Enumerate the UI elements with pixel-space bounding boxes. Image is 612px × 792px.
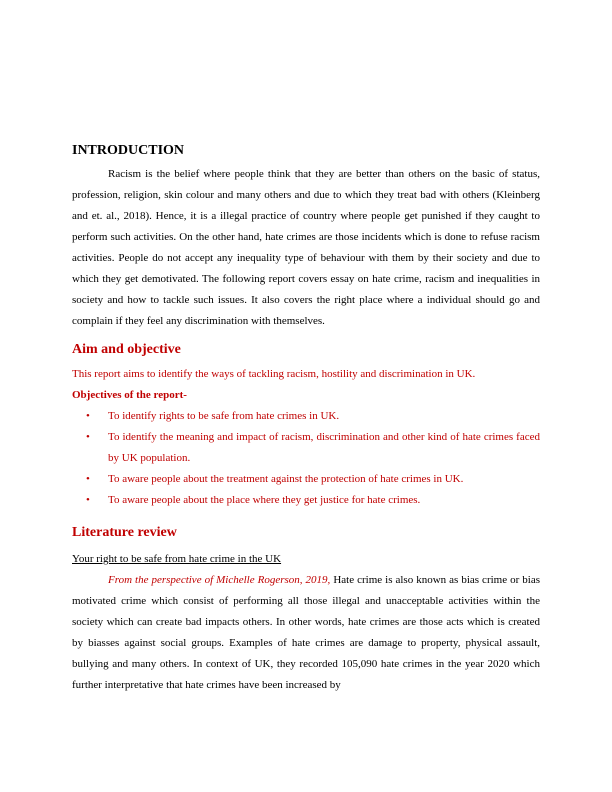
introduction-heading: INTRODUCTION bbox=[72, 143, 185, 158]
bullet-icon: • bbox=[86, 431, 90, 443]
bullet-icon: • bbox=[86, 473, 90, 485]
objective-text: To identify rights to be safe from hate crimes in UK. bbox=[108, 410, 340, 422]
aim-objective-heading: Aim and objective bbox=[72, 342, 181, 357]
list-item bbox=[72, 490, 540, 511]
introduction-paragraph: Racism is the belief where people think that they are better than others on the basic of status, profession, religion, skin colour and many others and due to which they treat bad with others (Kleinberg and et. al., 2018). Hence, it is a illegal practice of country where people get punished if they caught to perform such activities. On the other hand, hate crimes are those incidents which is done to refuse racism activities. People do not accept any inequality type of behaviour with them by their society and due to which they get demotivated. The following report covers essay on hate crime, racism and inequalities in society and how to tackle such issues. It also covers the right place where a individual should go and complain if they feel any discrimination with themselves. bbox=[72, 168, 540, 327]
objectives-list bbox=[72, 406, 540, 511]
literature-paragraph bbox=[72, 570, 540, 696]
list-item bbox=[72, 427, 540, 469]
list-item bbox=[72, 406, 540, 427]
literature-subheading: Your right to be safe from hate crime in the UK bbox=[72, 553, 282, 565]
document-content bbox=[72, 140, 540, 696]
citation-text: From the perspective of Michelle Rogerson, 2019, bbox=[108, 574, 331, 586]
objective-text: To aware people about the place where they get justice for hate crimes. bbox=[108, 494, 421, 506]
bullet-icon: • bbox=[86, 494, 90, 506]
objective-text: To aware people about the treatment against the protection of hate crimes in UK. bbox=[108, 473, 464, 485]
bullet-icon: • bbox=[86, 410, 90, 422]
literature-body-text: Hate crime is also known as bias crime or bias motivated crime which consist of performing all those illegal and unacceptable activities within the society which can create bad impacts others. In other words, hate crimes are those acts which is created by biasses against social groups. Examples of hate crimes are damage to property, physical assault, bullying and many others. In context of UK, they recorded 105,090 hate crimes in the year 2020 which further interpretative that hate crimes have been increased by bbox=[72, 574, 540, 691]
list-item bbox=[72, 469, 540, 490]
literature-review-heading: Literature review bbox=[72, 525, 177, 540]
objectives-title: Objectives of the report- bbox=[72, 389, 187, 401]
aim-statement: This report aims to identify the ways of tackling racism, hostility and discrimination in UK. bbox=[72, 368, 476, 380]
objective-text: To identify the meaning and impact of racism, discrimination and other kind of hate crimes faced by UK population. bbox=[108, 431, 540, 464]
